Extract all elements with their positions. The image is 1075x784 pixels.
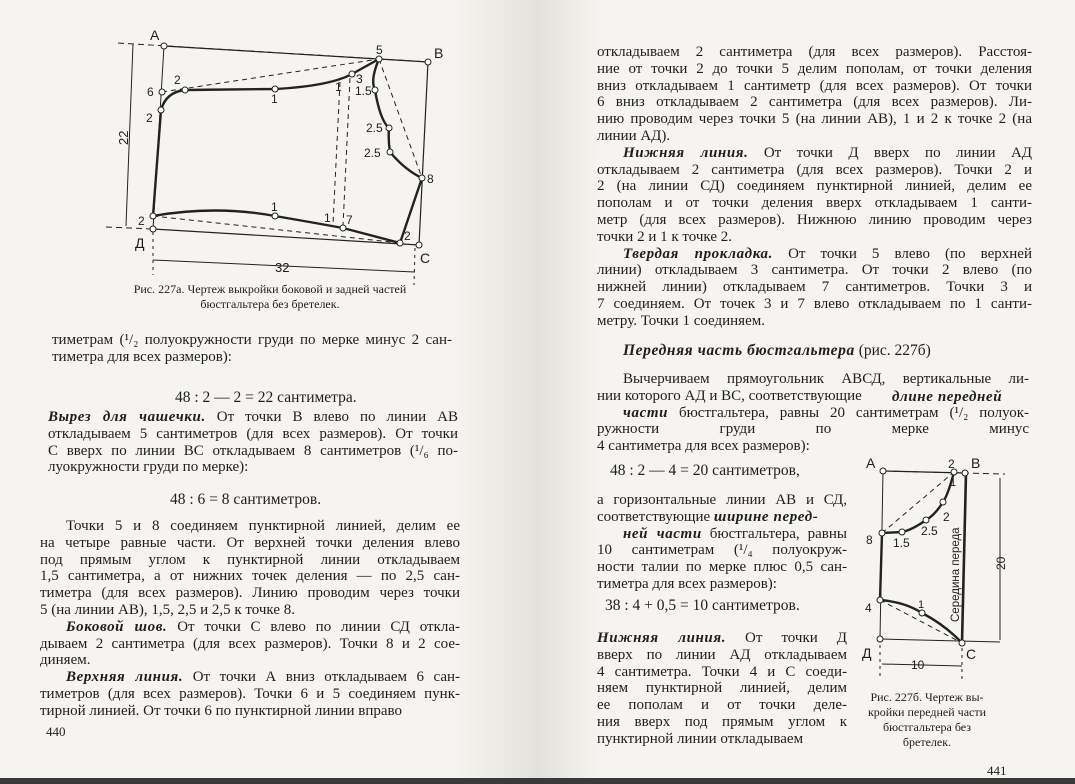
- text-run: линии АД).: [597, 127, 671, 144]
- text-run: соответствующие: [597, 508, 714, 525]
- label: 1.5: [355, 84, 372, 98]
- text-run: От точки В влево по линии АВ: [205, 409, 458, 425]
- text-run: на четыре равные части. От верхней точки деления влево: [40, 534, 460, 551]
- label: 3: [356, 72, 363, 86]
- text-run: 7 соединяем. От точек 3 и 7 влево откладываем по 1 санти-: [597, 295, 1032, 312]
- page-number: 441: [987, 763, 1007, 778]
- emphasis-text: Нижняя линия.: [597, 630, 727, 646]
- text-run: вверх по линии АД откладываем: [597, 646, 847, 663]
- emphasis-text: Боковой шов.: [66, 618, 168, 635]
- emphasis-text: ширине перед-: [713, 508, 819, 525]
- text-run: ния вверх под прямым углом к: [597, 713, 847, 730]
- text-run: От точки Д: [726, 630, 847, 646]
- label: 2: [138, 214, 145, 228]
- caption-line: Рис. 227а. Чертеж выкройки боковой и задней частей: [133, 282, 407, 296]
- label: 1: [271, 92, 278, 106]
- label: 2: [146, 111, 153, 125]
- label: В: [434, 45, 444, 61]
- page-number: 440: [46, 724, 66, 739]
- text-run: тиметра для всех размеров):: [597, 575, 777, 592]
- text-run: От точки 5 влево (по верхней: [773, 245, 1032, 262]
- text-run: бюстгальтера, равны 20 сантиметрам (¹/₂ полуок-: [668, 404, 1029, 421]
- text-run: дываем 2 сантиметра (для всех размеров). Точки 8 и 2 сое-: [40, 635, 460, 652]
- text-run: 4 сантиметра. Точки 4 и С соеди-: [597, 663, 847, 680]
- label: 1: [271, 200, 278, 214]
- formula-8: 48 : 6 = 8 сантиметров.: [170, 491, 322, 508]
- caption-line: бретелек.: [902, 735, 952, 749]
- label: Д: [135, 235, 145, 251]
- text-run: откладываем 2 сантиметра (для всех размеров). Расстоя-: [597, 44, 1032, 60]
- text-run: От точки А вниз откладываем 6 сан-: [183, 669, 461, 686]
- label: Середина переда: [950, 527, 962, 622]
- text-run: под прямым углом к пунктирной линии откладываем: [40, 551, 460, 568]
- label: 32: [275, 260, 290, 275]
- text-run: линии) откладываем 3 сантиметра. От точки 2 влево (по: [597, 262, 1032, 279]
- text-run: ности талии по мерке плюс 0,5 сан-: [597, 559, 847, 576]
- label: 6: [147, 85, 154, 99]
- text-run: вниз откладываем 1 сантиметр (для всех размеров). От точки: [597, 77, 1032, 94]
- text-run: Вычерчиваем прямоугольник АВСД, вертикальные ли-: [623, 371, 1029, 387]
- figure-227b: [877, 468, 1005, 680]
- label: 22: [116, 130, 131, 145]
- text-run: няем пунктирной линией, делим: [597, 680, 847, 697]
- text-run: 4 сантиметра для всех размеров):: [597, 438, 810, 455]
- label: 2: [943, 510, 950, 524]
- text-run: пополам и от точки деления вверх откладываем 1 санти-: [597, 195, 1032, 212]
- caption-line: бюстгальтера без: [882, 720, 972, 734]
- text-run: нию проводим через точки 5 (на линии АВ), 1 и 2 к точке 2 (на: [597, 111, 1032, 128]
- label: 10: [911, 658, 925, 672]
- emphasis-text: Твердая прокладка.: [623, 245, 773, 262]
- label: 1: [324, 211, 331, 225]
- label: 1.5: [893, 536, 910, 550]
- formula-22: 48 : 2 — 2 = 22 сантиметра.: [175, 389, 357, 406]
- text-run: От точки С влево по линии СД откла-: [167, 618, 460, 635]
- emphasis-text: части: [623, 404, 669, 421]
- caption-line: кройки передней части: [867, 705, 987, 719]
- label: 1: [918, 599, 925, 611]
- label: 8: [427, 172, 434, 186]
- text-run: тиметра для всех размеров):: [52, 348, 232, 365]
- label: С: [420, 250, 431, 266]
- formula-10: 38 : 4 + 0,5 = 10 сантиметров.: [605, 597, 800, 614]
- text-run: ние от точки 2 до точки 5 делим пополам, от точки деления: [597, 60, 1032, 77]
- text-run: нижней линии) откладываем 7 сантиметров. Точки 3 и: [597, 279, 1032, 296]
- text-run: метр (для всех размеров). Нижнюю линию проводим через: [597, 211, 1032, 228]
- text-run: нии которого АД и ВС, соответствующие: [597, 387, 862, 404]
- label: Д: [862, 645, 872, 661]
- label: 1: [950, 477, 957, 489]
- formula-20: 48 : 2 — 4 = 20 сантиметров,: [610, 462, 800, 479]
- text-run: С вверх по линии ВС откладываем 8 сантиметров (¹/₆ по-: [48, 442, 458, 459]
- text-run: ружности груди по мерке минус: [597, 421, 1029, 438]
- label: 5: [376, 43, 383, 57]
- label: 4: [865, 601, 872, 615]
- label: 2.5: [364, 146, 381, 160]
- heading-ref: (рис. 227б): [854, 342, 931, 359]
- text-run: метру. Точки 1 соединяем.: [597, 312, 765, 329]
- text-run: тиметрам (¹/₂ полуокружности груди по мерке минус 2 сан-: [52, 332, 452, 348]
- caption-line: бюстгальтера без бретелек.: [200, 297, 340, 311]
- text-run: От точки Д вверх по линии АД: [748, 144, 1033, 161]
- figure-227a: [106, 43, 431, 285]
- label: 2: [948, 457, 955, 471]
- label: 2: [174, 73, 181, 87]
- emphasis-front-length: длине передней: [892, 389, 1003, 405]
- figure-227a-labels: [116, 27, 443, 275]
- text-run: 1,5 сантиметра, а от нижних точек деления — по 2,5 сан-: [40, 568, 460, 585]
- emphasis-text: Верхняя линия.: [66, 669, 184, 686]
- caption-line: Рис. 227б. Чертеж вы-: [870, 690, 984, 704]
- text-run: тирной линией. От точки 6 по пунктирной линии вправо: [40, 702, 403, 719]
- text-run: точки 2 и 1 к точке 2.: [597, 228, 732, 245]
- text-run: 10 сантиметрам (¹/₄ полуокруж-: [597, 542, 847, 559]
- heading-title: Передняя часть бюстгальтера: [623, 342, 855, 359]
- label: А: [866, 455, 876, 471]
- text-run: 6 вниз откладываем 2 сантиметра (для всех размеров). Ли-: [597, 94, 1032, 111]
- text-run: 5 (на линии АВ), 1,5, 2,5 и 2,5 к точке 8.: [40, 601, 296, 618]
- emphasis-text: Нижняя линия.: [623, 144, 749, 161]
- text-run: луокружности груди по мерке):: [48, 459, 249, 476]
- text-run: пунктирной линии откладываем: [597, 730, 804, 747]
- text-run: тиметра (для всех размеров). Линию проводим через точки: [40, 585, 460, 602]
- label: 2: [404, 229, 411, 243]
- label: 2.5: [366, 121, 383, 135]
- text-run: Точки 5 и 8 соединяем пунктирной линией, делим ее: [66, 518, 460, 534]
- label: А: [150, 27, 160, 43]
- label: В: [971, 455, 981, 471]
- text-run: тиметров (для всех размеров). Точки 6 и 5 соединяем пунк-: [40, 685, 460, 702]
- label: С: [966, 646, 977, 662]
- text-run: 2 (на линии СД) соединяем пунктирной линией, делим ее: [597, 178, 1032, 195]
- text-run: диняем.: [40, 652, 91, 669]
- text-run: бюстгальтера, равны: [701, 525, 847, 542]
- text-run: а горизонтальные линии АВ и СД,: [597, 492, 847, 508]
- text-run: ее пополам и от точки деле-: [597, 697, 847, 714]
- emphasis-text: ней части: [623, 525, 702, 542]
- label: 1: [335, 80, 342, 94]
- emphasis-text: Вырез для чашечки.: [48, 409, 206, 425]
- text-run: откладываем 5 сантиметров (для всех размеров). От точки: [48, 425, 458, 442]
- label: 7: [346, 213, 353, 227]
- text-run: откладываем 2 сантиметра (для всех размеров). Точки 2 и: [597, 161, 1032, 178]
- label: 20: [994, 556, 1008, 570]
- label: 2.5: [921, 524, 938, 538]
- label: 8: [866, 533, 873, 547]
